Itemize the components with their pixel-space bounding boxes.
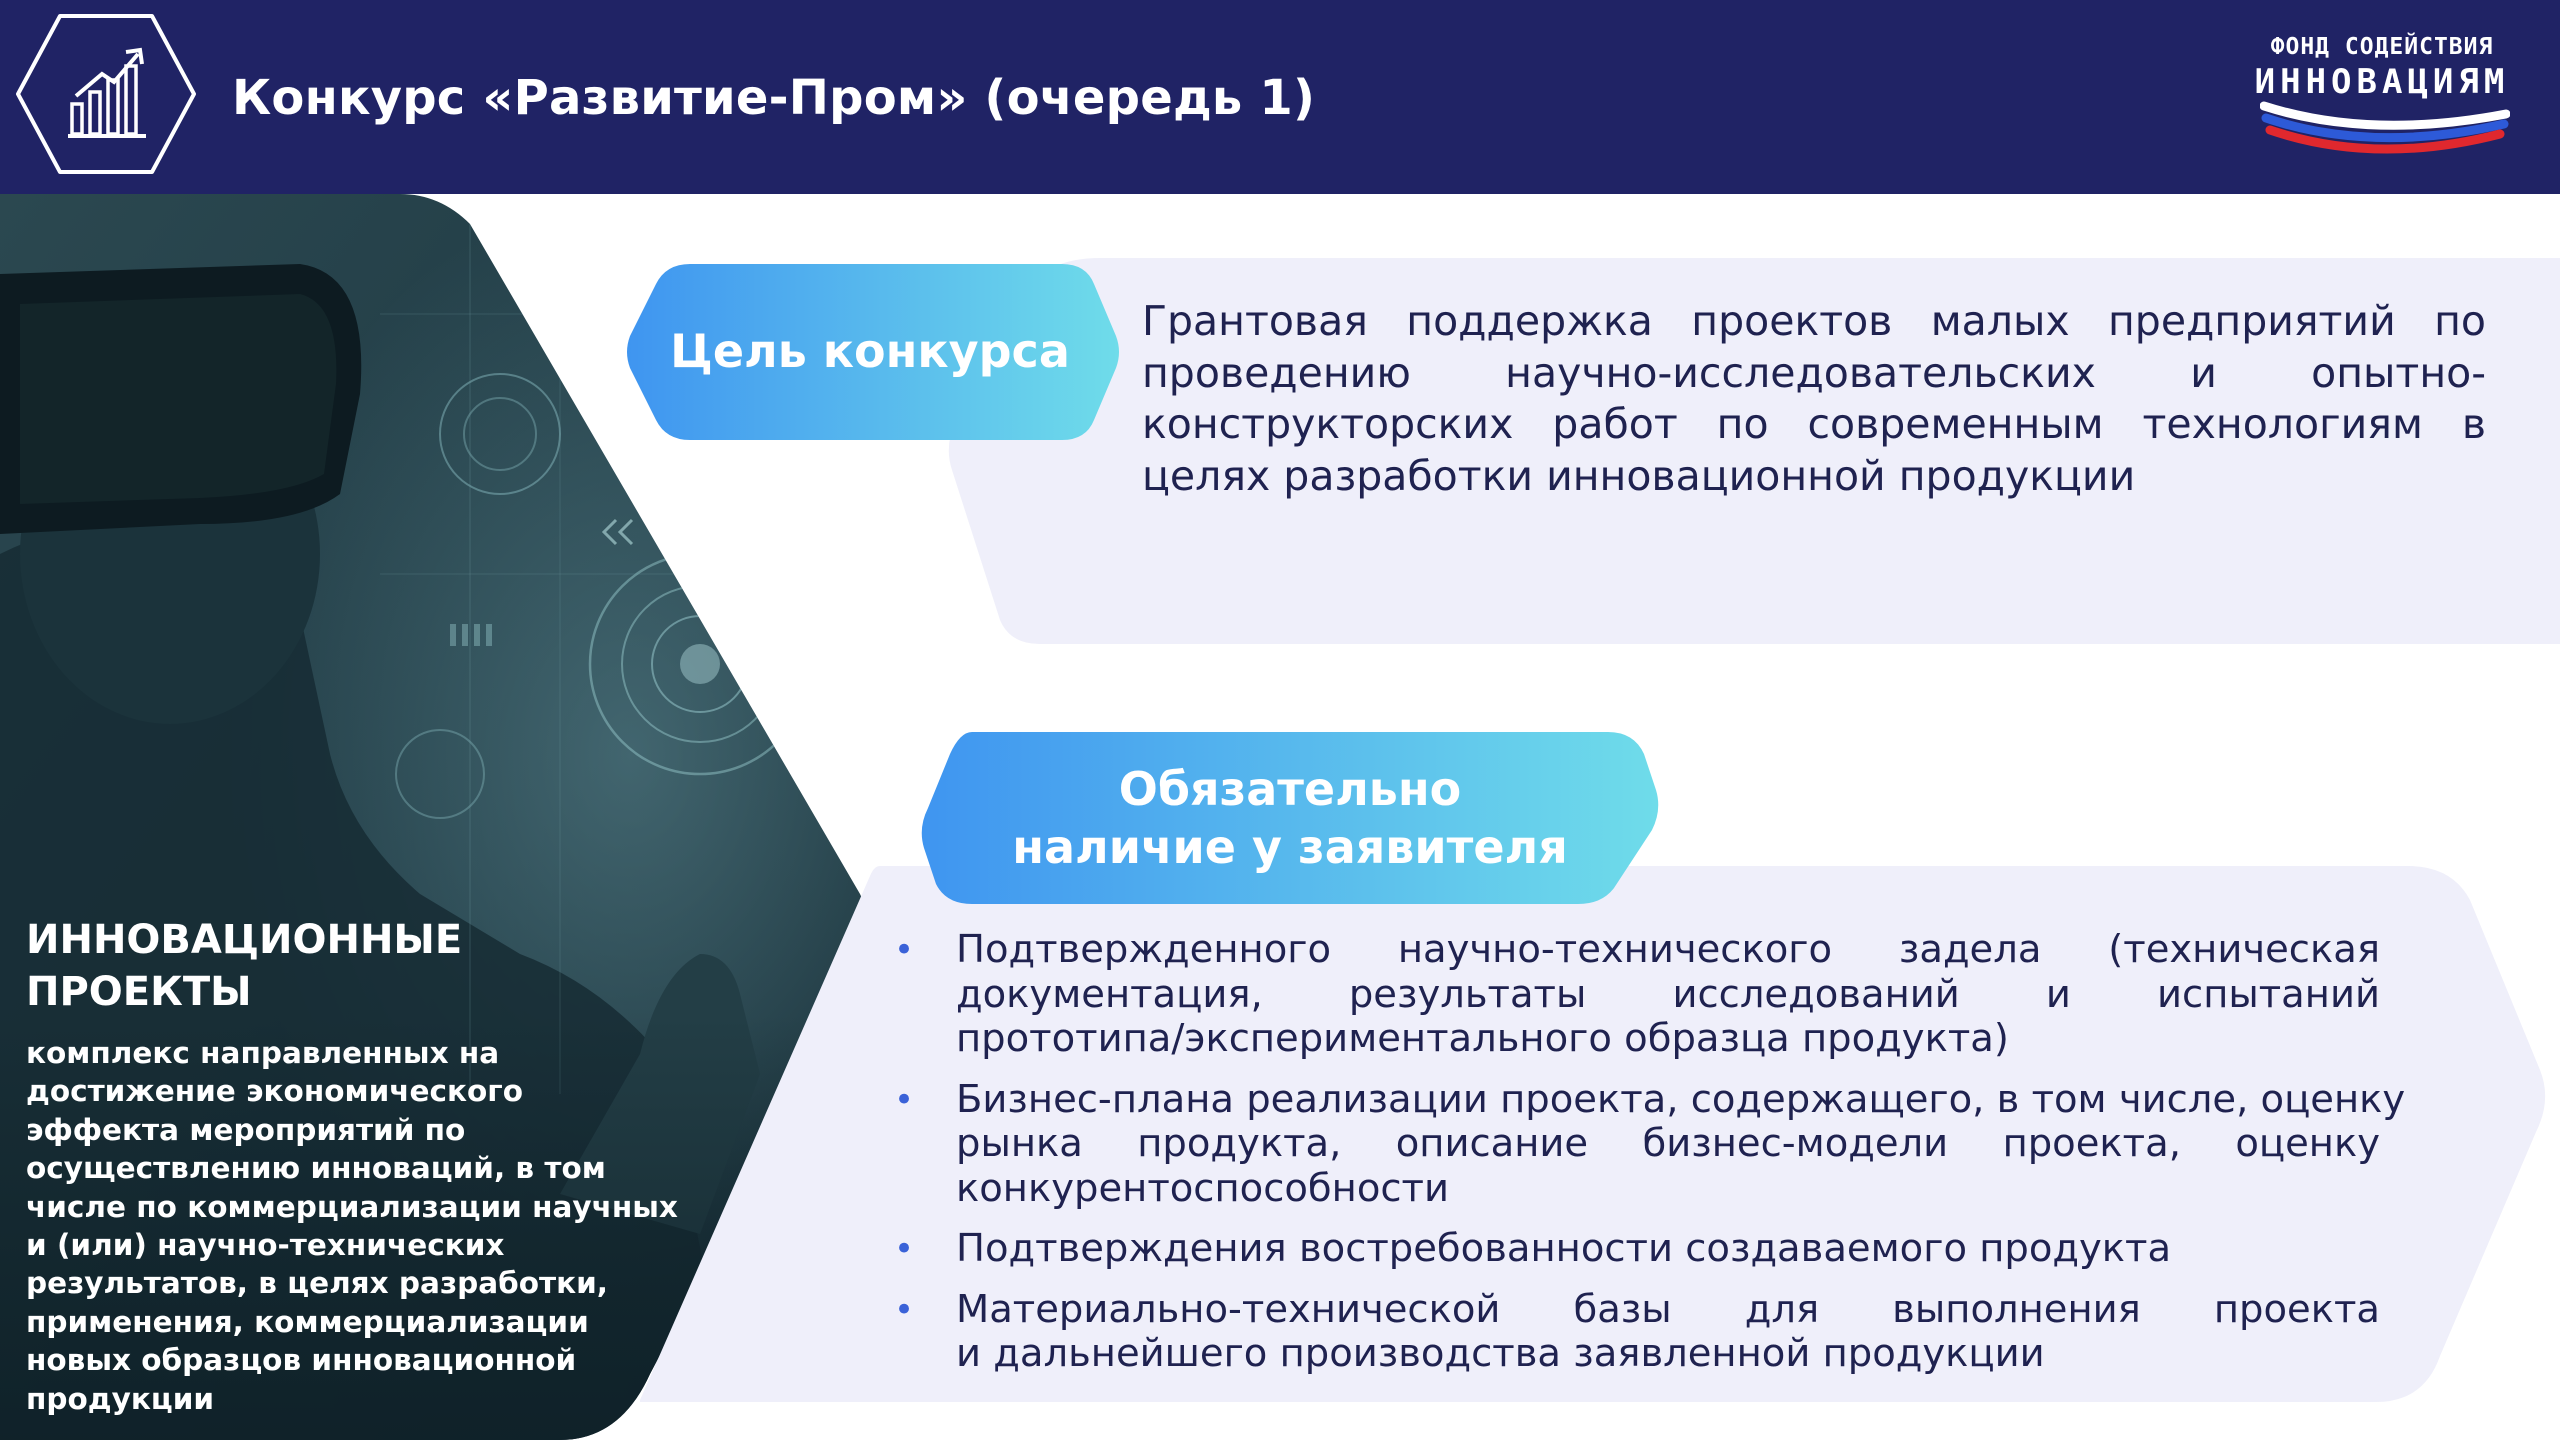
panel-heading-line: ИННОВАЦИОННЫЕ [26, 917, 463, 963]
page-title: Конкурс «Развитие-Пром» (очередь 1) [232, 70, 1316, 126]
list-item-line: документация, результаты исследований и испытаний [956, 971, 2380, 1017]
list-item [894, 1227, 2380, 1272]
bullet-icon: • [894, 1289, 915, 1330]
panel-body-line: комплекс направленных на [26, 1036, 500, 1070]
bullet-icon: • [894, 1229, 915, 1269]
panel-body-line: применения, коммерциализации [26, 1304, 589, 1339]
panel-body-line: и (или) научно-технических [26, 1228, 505, 1263]
list-item-line: Подтвержденного научно-технического задела (техническая [956, 927, 2380, 972]
panel-body-line: продукции [26, 1381, 215, 1416]
list-item [894, 1288, 2380, 1377]
list-item-line: Материально-технической базы для выполнения проекта [956, 1286, 2380, 1332]
list-item-line: конкурентоспособности [956, 1165, 1449, 1211]
goal-text-line: конструкторских работ по современным технологиям в [1142, 400, 2486, 448]
logo-text-line: ФОНД СОДЕЙСТВИЯ [2270, 34, 2494, 60]
panel-body-line: результатов, в целях разработки, [26, 1266, 608, 1301]
list-item-line: и дальнейшего производства заявленной продукции [956, 1331, 2045, 1376]
logo-text-line: ИННОВАЦИЯМ [2254, 62, 2510, 102]
goal-tag: Цель конкурса [670, 324, 1070, 378]
panel-body-line: новых образцов инновационной [26, 1343, 577, 1378]
goal-text-line: целях разработки инновационной продукции [1142, 451, 2136, 500]
list-item-line: Бизнес-плана реализации проекта, содержащего, в том числе, оценку [956, 1076, 2406, 1122]
bullet-icon: • [894, 1079, 915, 1120]
requirements-tag-line: Обязательно [1118, 762, 1462, 816]
requirements-list [894, 927, 2406, 1393]
list-item-line: прототипа/экспериментального образца продукта) [956, 1016, 2009, 1061]
goal-text-line: Грантовая поддержка проектов малых предприятий по [1142, 297, 2486, 345]
list-item-line: Подтверждения востребованности создаваемого продукта [956, 1226, 2172, 1271]
panel-heading-line: ПРОЕКТЫ [26, 969, 252, 1015]
panel-body-line: достижение экономического [26, 1074, 523, 1109]
requirements-tag [960, 760, 1620, 876]
panel-body-line: эффекта мероприятий по [26, 1112, 466, 1147]
panel-body-line: осуществлению инноваций, в том [26, 1151, 606, 1186]
goal-text-line: проведению научно-исследовательских и опытно- [1142, 348, 2486, 397]
list-item-line: рынка продукта, описание бизнес-модели проекта, оценку [956, 1121, 2380, 1166]
requirements-tag-line: наличие у заявителя [1012, 820, 1568, 874]
panel-body-line: числе по коммерциализации научных [26, 1189, 678, 1224]
list-item [894, 928, 2380, 1062]
bullet-icon: • [894, 930, 915, 970]
list-item [894, 1076, 2406, 1212]
